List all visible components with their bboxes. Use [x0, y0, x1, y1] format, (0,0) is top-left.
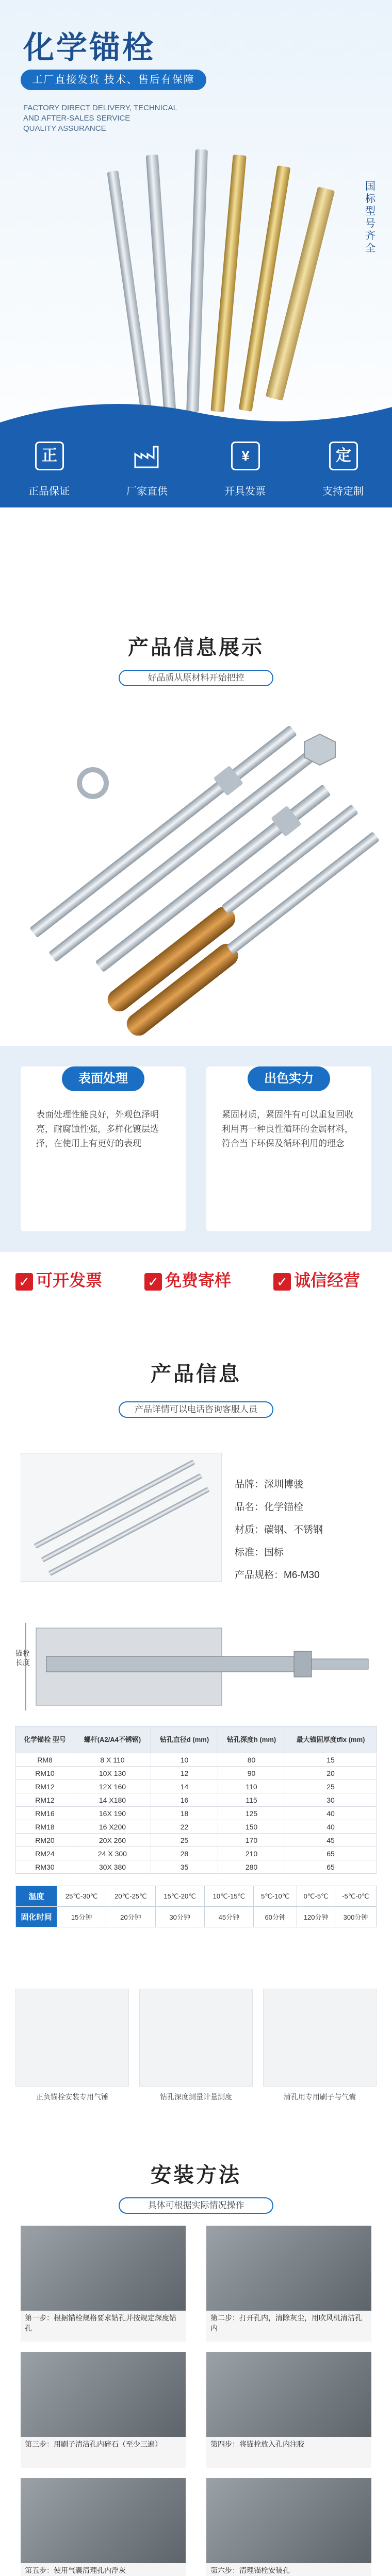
- cure-time-cell: 30分钟: [155, 1907, 204, 1927]
- table-row: [16, 1793, 377, 1807]
- promise-label: 免费寄样: [165, 1271, 232, 1290]
- table-cell: 14 X180: [74, 1793, 151, 1807]
- table-cell: 16X 190: [74, 1807, 151, 1820]
- table-cell: RM30: [16, 1860, 74, 1874]
- table-cell: 65: [285, 1860, 377, 1874]
- cure-temp-cell: 25℃-30℃: [57, 1886, 106, 1907]
- table-cell: 14: [151, 1780, 218, 1793]
- table-cell: 28: [151, 1847, 218, 1860]
- table-header: 钻孔深度h (mm): [218, 1726, 285, 1753]
- table-row: [16, 1807, 377, 1820]
- section-title-display: 产品信息展示: [128, 636, 264, 659]
- install-step-caption: 第四步：将锚栓放入孔内注胶: [206, 2437, 371, 2468]
- cure-temp-cell: 10℃-15℃: [204, 1886, 253, 1907]
- table-row: [16, 1820, 377, 1834]
- product-photo: [21, 1453, 222, 1582]
- cure-time-cell: 300分钟: [335, 1907, 376, 1927]
- info-cards: [0, 1046, 392, 1252]
- table-cell: 280: [218, 1860, 285, 1874]
- install-step: [21, 2478, 186, 2576]
- spec-list: [235, 1473, 379, 1587]
- install-step-caption: 第三步：用刷子清洁孔内碎石（至少三遍）: [21, 2437, 186, 2468]
- tool-caption: 钻孔深度测量计量测度: [160, 2093, 232, 2101]
- strength-card: [206, 1066, 371, 1231]
- tool-brush-photo: [263, 1989, 377, 2087]
- card-text: 表面处理性能良好，外观色泽明亮，耐腐蚀性强，多样化镀层选择，在使用上有更好的表现: [36, 1110, 159, 1148]
- table-cell: RM24: [16, 1847, 74, 1860]
- table-cell: 40: [285, 1807, 377, 1820]
- cure-time-cell: 15分钟: [57, 1907, 106, 1927]
- table-cell: 45: [285, 1834, 377, 1847]
- install-step-caption: 第一步：根据锚栓规格要求钻孔并按规定深度钻孔: [21, 2311, 186, 2342]
- section-subtitle-product-info: 产品详情可以电话咨询客服人员: [119, 1401, 273, 1418]
- product-rods-illustration: [0, 711, 392, 1036]
- cure-row-label: 温度: [16, 1886, 57, 1907]
- table-cell: 18: [151, 1807, 218, 1820]
- promise-label: 诚信经营: [294, 1271, 361, 1290]
- table-cell: 115: [218, 1793, 285, 1807]
- table-cell: 25: [285, 1780, 377, 1793]
- table-cell: 15: [285, 1753, 377, 1767]
- cure-row-label: 固化时间: [16, 1907, 57, 1927]
- anchor-rod: [146, 155, 176, 412]
- install-step: [21, 2226, 186, 2342]
- table-row: [16, 1767, 377, 1780]
- table-row: [16, 1860, 377, 1874]
- section-subtitle-display: 好品质从原材料开始把控: [119, 670, 273, 686]
- check-icon: ✓: [15, 1273, 33, 1291]
- shield-icon: 正: [35, 442, 64, 470]
- promise-invoice: [15, 1267, 102, 1293]
- hero-en-line: AND AFTER-SALES SERVICE: [23, 114, 130, 123]
- table-row: [16, 1753, 377, 1767]
- table-cell: 110: [218, 1780, 285, 1793]
- dimension-diagram: [15, 1607, 377, 1736]
- table-row: [16, 1847, 377, 1860]
- table-cell: 25: [151, 1834, 218, 1847]
- tool-caption: 正负锚栓安装专用气锤: [36, 2093, 108, 2101]
- table-header: 最大锚固厚度tfix (mm): [285, 1726, 377, 1753]
- table-cell: 20: [285, 1767, 377, 1780]
- hero-en-line: QUALITY ASSURANCE: [23, 124, 106, 133]
- table-cell: RM18: [16, 1820, 74, 1834]
- table-cell: 8 X 110: [74, 1753, 151, 1767]
- hero-title: 化学锚栓: [23, 30, 155, 65]
- install-step-photo: [206, 2352, 371, 2437]
- section-subtitle-install: 具体可根据实际情况操作: [119, 2197, 273, 2214]
- table-cell: 35: [151, 1860, 218, 1874]
- anchor-rod: [186, 149, 208, 413]
- invoice-icon: ¥: [231, 442, 260, 470]
- feature-bar: [0, 435, 392, 507]
- dimension-label: 锚栓长度: [15, 1649, 30, 1667]
- anchor-dimension-drawing: [15, 1607, 377, 1726]
- cure-temp-cell: -5℃-0℃: [335, 1886, 376, 1907]
- spec-row: 材质：碳钢、不锈钢: [235, 1524, 323, 1535]
- cure-temp-row: [16, 1886, 377, 1907]
- install-step-photo: [206, 2478, 371, 2563]
- install-step-photo: [21, 2478, 186, 2563]
- table-cell: 40: [285, 1820, 377, 1834]
- table-cell: 65: [285, 1847, 377, 1860]
- table-header-row: [16, 1726, 377, 1753]
- table-cell: 16: [151, 1793, 218, 1807]
- feature-label: 正品保证: [28, 486, 70, 497]
- table-header: 化学锚栓 型号: [16, 1726, 74, 1753]
- table-cell: 150: [218, 1820, 285, 1834]
- promise-label: 可开发票: [36, 1271, 103, 1290]
- hero-english-tagline: [23, 103, 178, 134]
- hero-en-line: FACTORY DIRECT DELIVERY, TECHNICAL: [23, 104, 177, 112]
- anchor-rod: [107, 171, 152, 412]
- table-cell: 30X 380: [74, 1860, 151, 1874]
- feature-label: 开具发票: [224, 486, 266, 497]
- cure-time-cell: 60分钟: [254, 1907, 297, 1927]
- card-title: 出色实力: [248, 1066, 330, 1091]
- promise-integrity: [273, 1267, 360, 1293]
- table-header: 钻孔直径d (mm): [151, 1726, 218, 1753]
- tool-gauge-photo: [139, 1989, 253, 2087]
- hero-tagline: 工厂直接发货 技术、售后有保障: [21, 70, 206, 90]
- table-cell: 210: [218, 1847, 285, 1860]
- check-icon: ✓: [273, 1273, 291, 1291]
- table-cell: 22: [151, 1820, 218, 1834]
- section-title-product-info: 产品信息: [151, 1363, 241, 1385]
- table-cell: 30: [285, 1793, 377, 1807]
- check-icon: ✓: [144, 1273, 162, 1291]
- tool-caption: 清孔用专用刷子与气囊: [284, 2093, 356, 2101]
- table-row: [16, 1780, 377, 1793]
- install-step-caption: 第五步：使用气囊清理孔内浮灰: [21, 2563, 186, 2576]
- install-step-caption: 第二步：打开孔内，清除灰尘，用吹风机清洁孔内: [206, 2311, 371, 2342]
- install-step: [206, 2352, 371, 2468]
- table-cell: RM8: [16, 1753, 74, 1767]
- spec-table: [15, 1726, 377, 1874]
- cure-time-row: [16, 1907, 377, 1927]
- install-step: [206, 2226, 371, 2342]
- spec-row: 标准：国标: [235, 1547, 284, 1558]
- table-cell: 12: [151, 1767, 218, 1780]
- section-title-install: 安装方法: [151, 2164, 241, 2187]
- feature-invoice: [196, 435, 294, 507]
- table-cell: RM10: [16, 1767, 74, 1780]
- cure-time-table: [15, 1886, 377, 1927]
- hero-banner: [0, 0, 392, 507]
- cure-temp-cell: 20℃-25℃: [106, 1886, 155, 1907]
- anchor-rod: [210, 155, 246, 412]
- table-cell: 80: [218, 1753, 285, 1767]
- promise-band: [0, 1257, 392, 1303]
- table-cell: 12X 160: [74, 1780, 151, 1793]
- table-cell: RM12: [16, 1793, 74, 1807]
- promise-sample: [144, 1267, 231, 1293]
- table-cell: RM12: [16, 1780, 74, 1793]
- install-step-photo: [206, 2226, 371, 2311]
- feature-label: 支持定制: [322, 486, 364, 497]
- cure-temp-cell: 5℃-10℃: [254, 1886, 297, 1907]
- spec-row: 品牌：深圳博骏: [235, 1479, 304, 1490]
- table-cell: 20X 260: [74, 1834, 151, 1847]
- table-cell: 125: [218, 1807, 285, 1820]
- table-cell: RM20: [16, 1834, 74, 1847]
- table-row: [16, 1834, 377, 1847]
- cure-time-cell: 120分钟: [297, 1907, 335, 1927]
- card-text: 紧固材质，紧固件有可以重复回收利用再一种良性循环的金属材料，符合当下环保及循环利用的理念: [222, 1110, 353, 1148]
- table-cell: 10X 130: [74, 1767, 151, 1780]
- spec-row: 品名：化学锚栓: [235, 1502, 304, 1513]
- table-header: 螺杆(A2/A4不锈钢): [74, 1726, 151, 1753]
- feature-genuine: [0, 435, 98, 507]
- feature-custom: [294, 435, 392, 507]
- cure-time-cell: 20分钟: [106, 1907, 155, 1927]
- table-cell: 170: [218, 1834, 285, 1847]
- hero-wave: [0, 392, 392, 438]
- table-cell: 24 X 300: [74, 1847, 151, 1860]
- tool-hammer-photo: [15, 1989, 129, 2087]
- card-title: 表面处理: [62, 1066, 144, 1091]
- product-display-image: [0, 711, 392, 1036]
- surface-treatment-card: [21, 1066, 186, 1231]
- table-cell: 90: [218, 1767, 285, 1780]
- factory-icon: [133, 442, 162, 470]
- install-step-photo: [21, 2352, 186, 2437]
- table-body: [16, 1753, 377, 1874]
- install-step-caption: 第六步：清理锚栓安装孔: [206, 2563, 371, 2576]
- cure-temp-cell: 15℃-20℃: [155, 1886, 204, 1907]
- hero-side-text: 国标 型号齐全: [365, 181, 375, 254]
- cure-time-cell: 45分钟: [204, 1907, 253, 1927]
- feature-factory: [98, 435, 196, 507]
- product-rods-photo: [21, 1453, 222, 1582]
- cure-temp-cell: 0℃-5℃: [297, 1886, 335, 1907]
- table-cell: RM16: [16, 1807, 74, 1820]
- install-step: [21, 2352, 186, 2468]
- spec-row: 产品规格：M6-M30: [235, 1570, 320, 1581]
- install-step: [206, 2478, 371, 2576]
- table-cell: 16 X200: [74, 1820, 151, 1834]
- install-step-photo: [21, 2226, 186, 2311]
- customize-icon: 定: [329, 442, 358, 470]
- table-cell: 10: [151, 1753, 218, 1767]
- feature-label: 厂家直供: [126, 486, 168, 497]
